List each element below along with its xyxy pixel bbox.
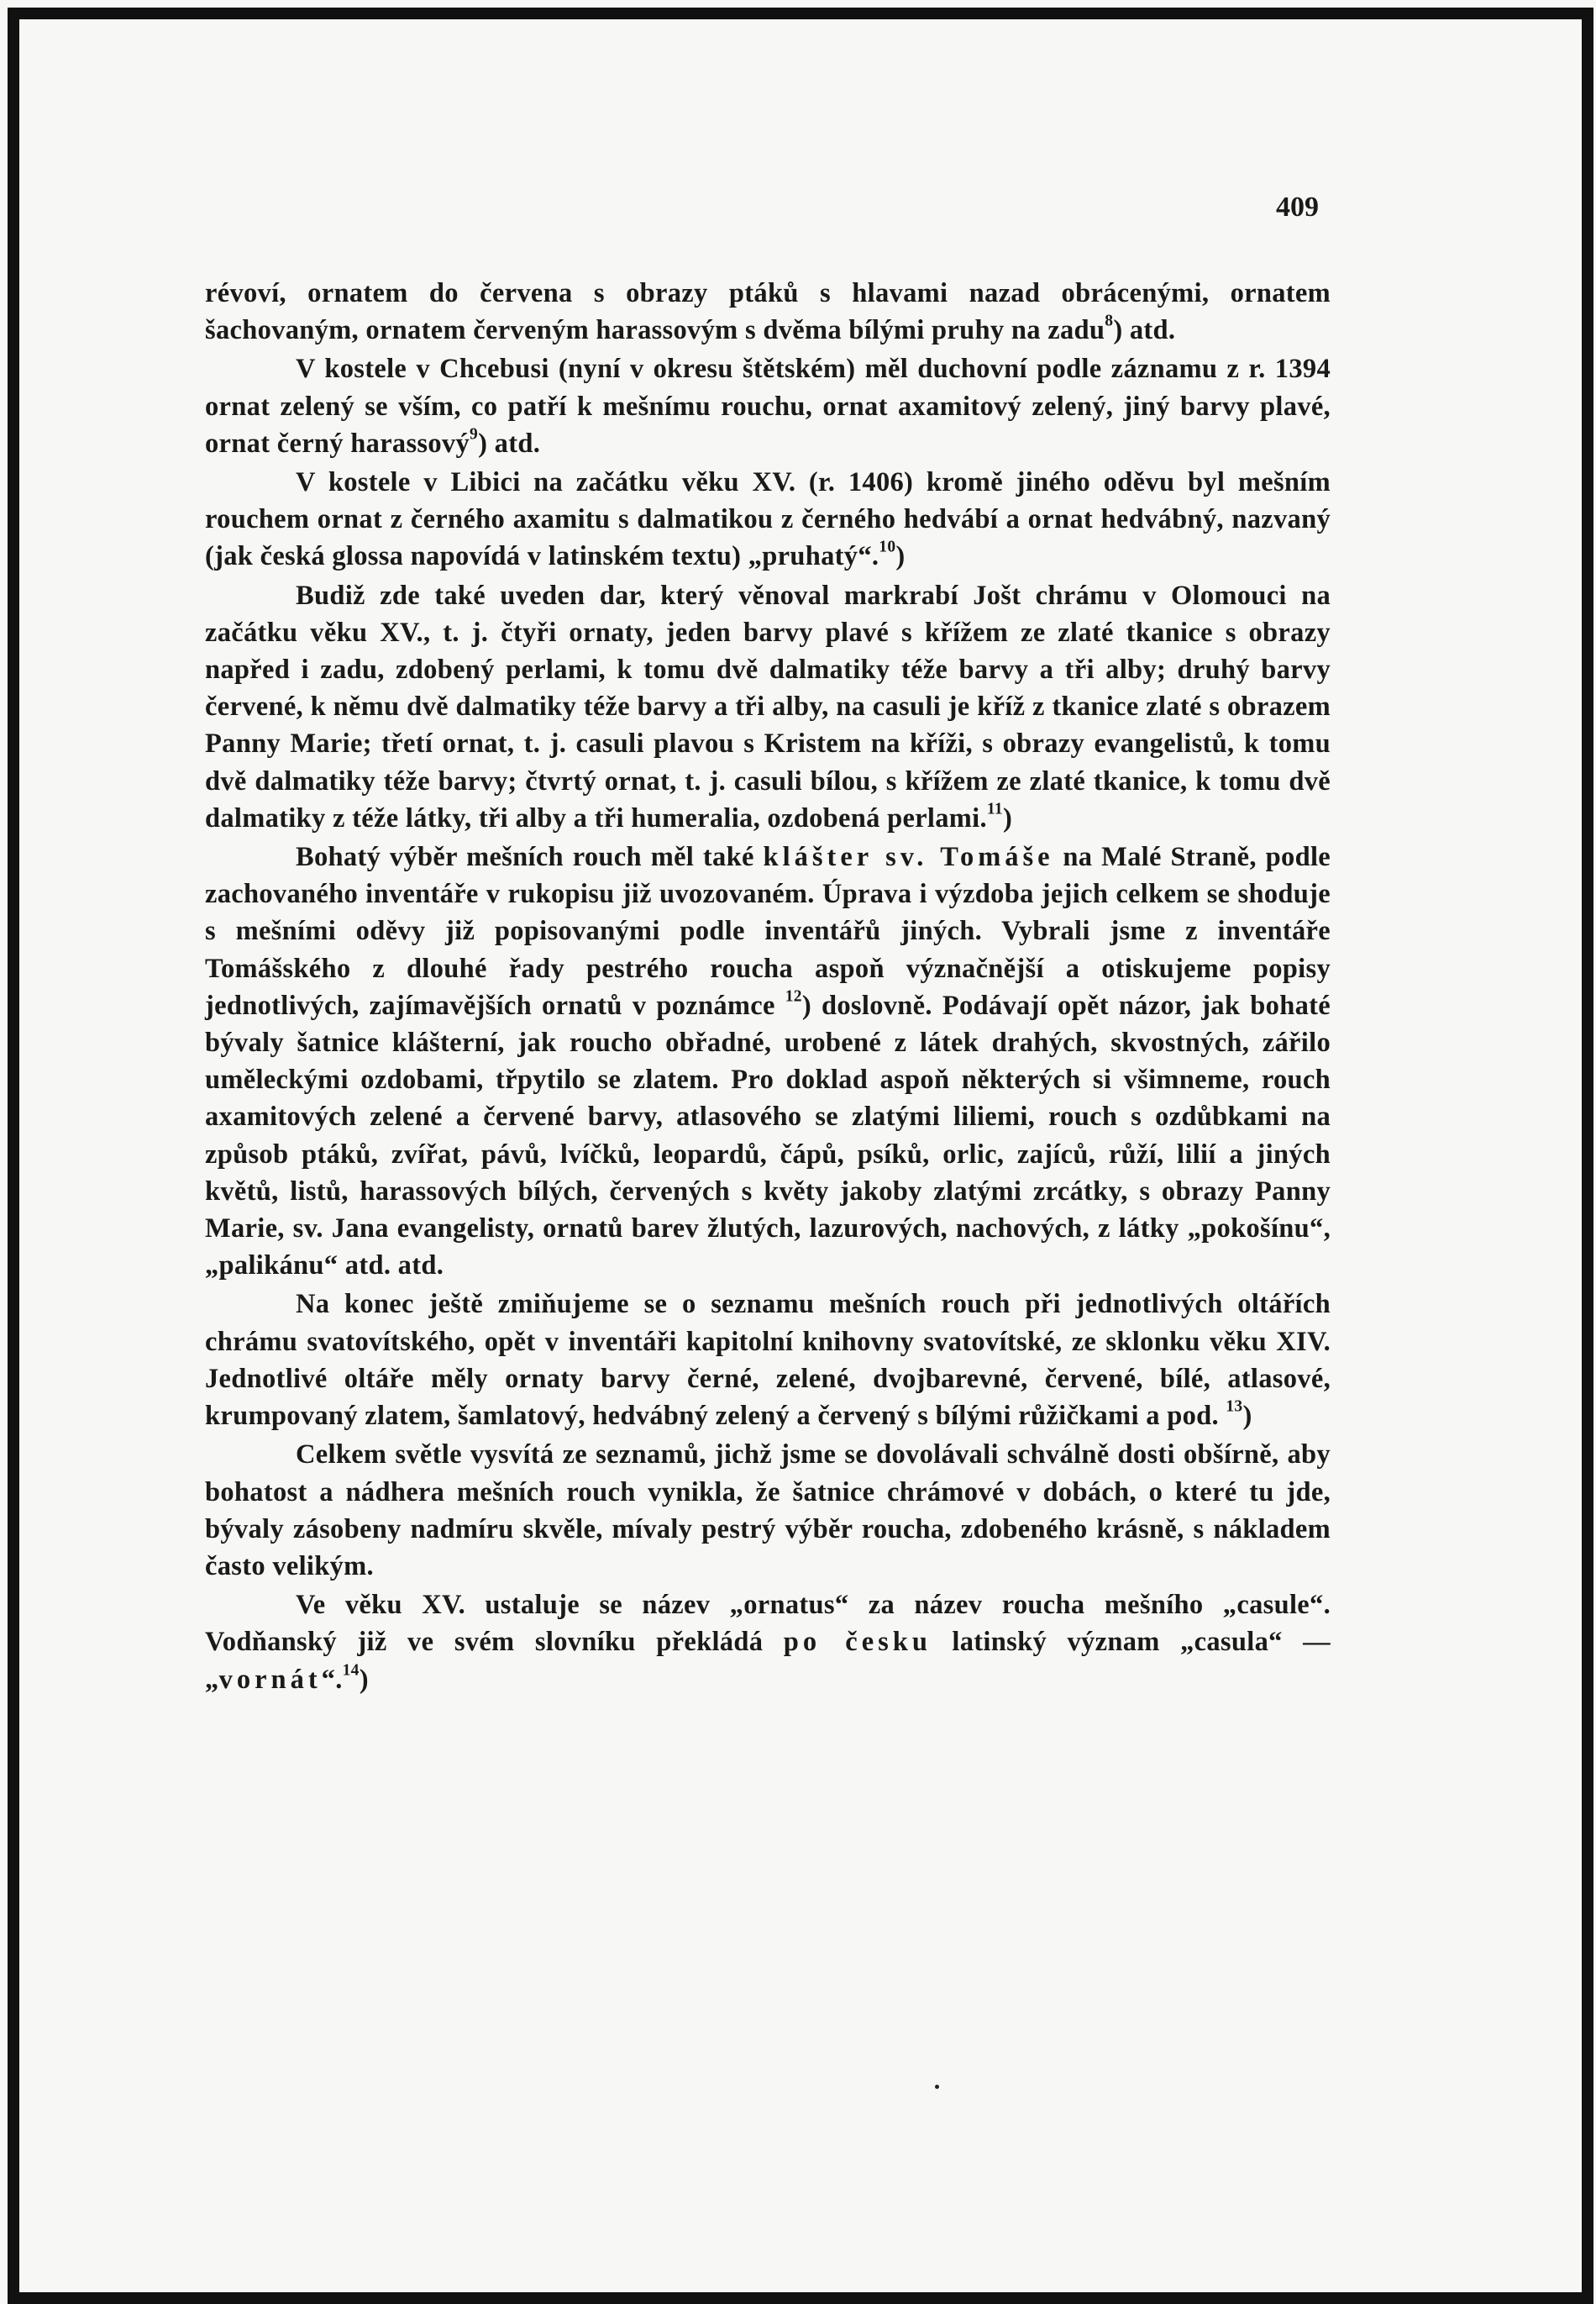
paragraph: [205, 350, 1331, 462]
paragraph: [205, 577, 1331, 837]
text-run: “.: [321, 1664, 343, 1695]
footnote-ref: 8: [1105, 312, 1114, 330]
text-run: V kostele v Chcebusi (nyní v okresu štětském) měl duchovní podle záznamu z r. 1394 ornat zelený se vším, co patří k mešnímu rouchu, ornat axamitový zelený, jiný barvy plavé, ornat černý harassový: [205, 354, 1331, 459]
paragraph: [205, 464, 1331, 576]
spaced-emphasis: po česku: [783, 1627, 932, 1658]
text-run: révoví, ornatem do červena s obrazy ptáků s hlavami nazad obrácenými, ornatem šachovaným, ornatem červeným harassovým s dvěma bílými pruhy na zadu: [205, 278, 1331, 346]
text-run: ): [359, 1664, 369, 1695]
text-run: ): [895, 541, 906, 572]
paragraph: [205, 1586, 1331, 1698]
paragraph: [205, 1436, 1331, 1585]
paragraph-continuation: [205, 275, 1331, 349]
text-run: na Malé Straně, podle zachovaného inventáře v rukopisu již uvozovaném. Úprava i výzdoba jejich celkem se shoduje s mešními oděvy již popisovanými podle inventářů jiných. Vybrali jsme z inventáře Tomášského z dlouhé řady pestrého roucha aspoň význačnější a otiskujeme popisy jednotlivých, zajímavějších ornatů v poznámce: [205, 842, 1331, 1021]
stray-dot: [935, 2085, 939, 2089]
paragraph: [205, 1286, 1331, 1434]
body-text: [205, 275, 1331, 1698]
footnote-ref: 12: [785, 987, 802, 1006]
paragraph: [205, 839, 1331, 1284]
text-run: ): [1242, 1401, 1252, 1432]
text-run: V kostele v Libici na začátku věku XV. (r. 1406) kromě jiného oděvu byl mešním rouchem ornat z černého axamitu s dalmatikou z černého hedvábí a ornat hedvábný, nazvaný (jak česká glossa napovídá v latinském textu) „pruhatý“.: [205, 467, 1331, 572]
footnote-ref: 11: [986, 800, 1003, 818]
text-run: ): [1002, 802, 1013, 834]
text-run: Ve věku XV. ustaluje se název „ornatus“ za název roucha mešního „casule“. Vodňanský již ve svém slovníku překládá: [205, 1590, 1331, 1658]
spaced-emphasis: klášter sv. Tomáše: [763, 842, 1054, 873]
text-run: Celkem světle vysvítá ze seznamů, jichž jsme se dovolávali schválně dosti obšírně, aby bohatost a nádhera mešních rouch vynikla, že šatnice chrámové v dobách, o které tu jde, bývaly zásobeny nadmíru skvěle, mívaly pestrý výběr roucha, zdobeného krásně, s nákladem často velikým.: [205, 1439, 1331, 1581]
text-run: latinský význam „casula“ — „: [205, 1627, 1331, 1695]
page-number: 409: [1276, 192, 1319, 223]
text-run: Budiž zde také uveden dar, který věnoval markrabí Jošt chrámu v Olomouci na začátku věku XV., t. j. čtyři ornaty, jeden barvy plavé s křížem ze zlaté tkanice s obrazy napřed i zadu, zdobený perlami, k tomu dvě dalmatiky téže barvy a tři alby; druhý barvy červené, k němu dvě dalmatiky téže barvy a tři alby, na casuli je kříž z tkanice zlaté s obrazem Panny Marie; třetí ornat, t. j. casuli plavou s Kristem na kříži, s obrazy evangelistů, k tomu dvě dalmatiky téže barvy; čtvrtý ornat, t. j. casuli bílou, s křížem ze zlaté tkanice, k tomu dvě dalmatiky z téže látky, tři alby a tři humeralia, ozdobená perlami.: [205, 580, 1331, 834]
spaced-emphasis: vornát: [218, 1664, 322, 1695]
footnote-ref: 13: [1226, 1397, 1243, 1416]
footnote-ref: 14: [342, 1660, 360, 1679]
text-run: ) atd.: [1113, 315, 1176, 346]
footnote-ref: 9: [470, 425, 479, 444]
footnote-ref: 10: [879, 538, 896, 556]
text-run: Bohatý výběr mešních rouch měl také: [296, 842, 764, 873]
text-run: ) atd.: [478, 428, 541, 459]
text-run: Na konec ještě zmiňujeme se o seznamu mešních rouch při jednotlivých oltářích chrámu svatovítského, opět v inventáři kapitolní knihovny svatovítské, ze sklonku věku XIV. Jednotlivé oltáře měly ornaty barvy černé, zelené, dvojbarevné, červené, bílé, atlasové, krumpovaný zlatem, šamlatový, hedvábný zelený a červený s bílými růžičkami a pod.: [205, 1289, 1331, 1432]
text-run: ) doslovně. Podávají opět názor, jak bohaté bývaly šatnice klášterní, jak roucho obřadné, urobené z látek drahých, skvostných, zářilo uměleckými ozdobami, třpytilo se zlatem. Pro doklad aspoň některých si všimneme, rouch axamitových zelené a červené barvy, atlasového se zlatými liliemi, rouch s ozdůbkami na způsob ptáků, zvířat, pávů, lvíčků, leopardů, čápů, psíků, orlic, zajíců, růží, lilií a jiných květů, listů, harassových bílých, červených s květy jakoby zlatými zrcátky, s obrazy Panny Marie, sv. Jana evangelisty, ornatů barev žlutých, lazurových, nachových, z látky „pokošínu“, „palikánu“ atd. atd.: [205, 990, 1331, 1281]
